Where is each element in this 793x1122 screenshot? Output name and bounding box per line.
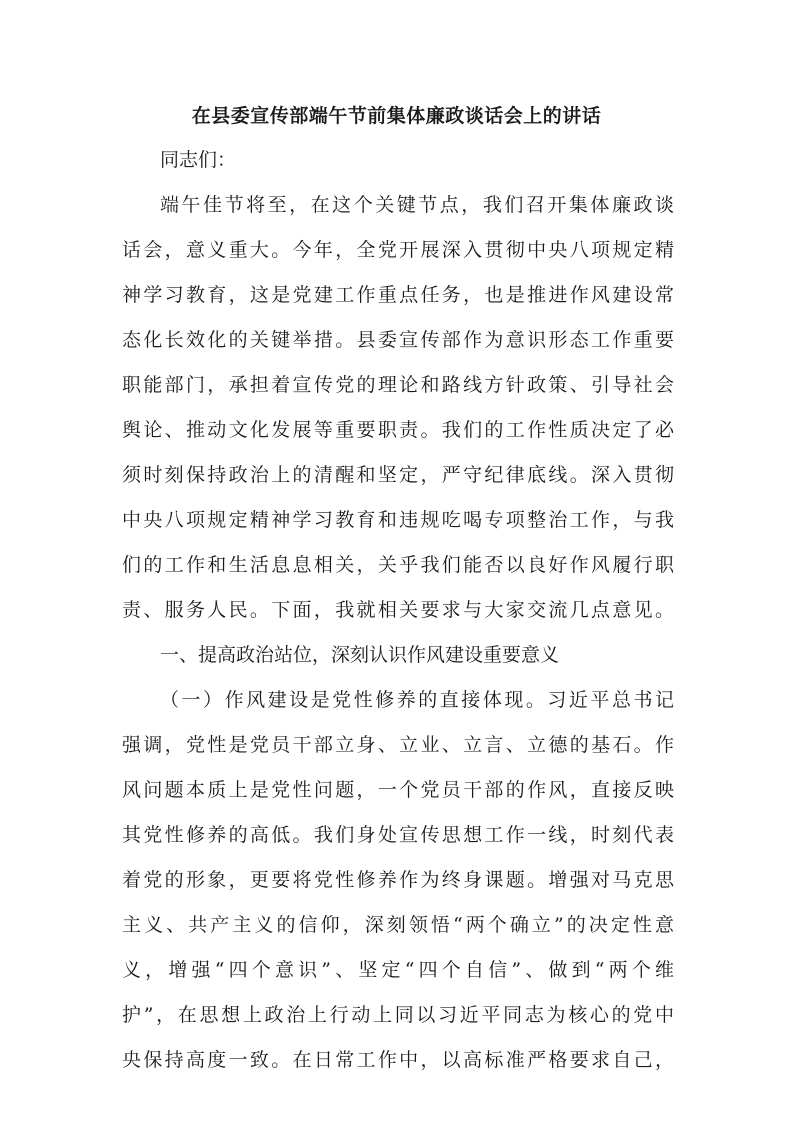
paragraph-line: 须时刻保持政治上的清醒和坚定，严守纪律底线。深入贯彻 (122, 464, 674, 486)
paragraph-line: 其党性修养的高低。我们身处宣传思想工作一线，时刻代表 (122, 824, 674, 846)
paragraph-line: 央保持高度一致。在日常工作中，以高标准严格要求自己， (122, 1049, 674, 1071)
paragraph-line: 舆论、推动文化发展等重要职责。我们的工作性质决定了必 (122, 419, 674, 441)
paragraph-line: 着党的形象，更要将党性修养作为终身课题。增强对马克思 (122, 869, 674, 891)
paragraph-line: （一）作风建设是党性修养的直接体现。习近平总书记 (160, 689, 674, 711)
paragraph-line: 护”，在思想上政治上行动上同以习近平同志为核心的党中 (122, 1004, 674, 1026)
paragraph-line: 强调，党性是党员干部立身、立业、立言、立德的基石。作 (122, 734, 674, 756)
paragraph-line: 主义、共产主义的信仰，深刻领悟“两个确立”的决定性意 (122, 914, 674, 936)
document-title: 在县委宣传部端午节前集体廉政谈话会上的讲话 (191, 105, 602, 127)
paragraph-line: 风问题本质上是党性问题，一个党员干部的作风，直接反映 (122, 779, 674, 801)
greeting: 同志们： (160, 149, 237, 171)
paragraph-line: 中央八项规定精神学习教育和违规吃喝专项整治工作，与我 (122, 509, 674, 531)
section-heading: 一、提高政治站位，深刻认识作风建设重要意义 (160, 644, 560, 666)
paragraph-line: 们的工作和生活息息相关，关乎我们能否以良好作风履行职 (122, 554, 674, 576)
paragraph-line: 端午佳节将至，在这个关键节点，我们召开集体廉政谈 (160, 194, 674, 216)
paragraph-line: 义，增强“四个意识”、坚定“四个自信”、做到“两个维 (122, 959, 674, 981)
paragraph-line: 神学习教育，这是党建工作重点任务，也是推进作风建设常 (122, 284, 674, 306)
paragraph-line: 态化长效化的关键举措。县委宣传部作为意识形态工作重要 (122, 329, 674, 351)
paragraph-line: 责、服务人民。下面，我就相关要求与大家交流几点意见。 (122, 599, 674, 621)
paragraph-line: 职能部门，承担着宣传党的理论和路线方针政策、引导社会 (122, 374, 674, 396)
paragraph-line: 话会，意义重大。今年，全党开展深入贯彻中央八项规定精 (122, 239, 674, 261)
